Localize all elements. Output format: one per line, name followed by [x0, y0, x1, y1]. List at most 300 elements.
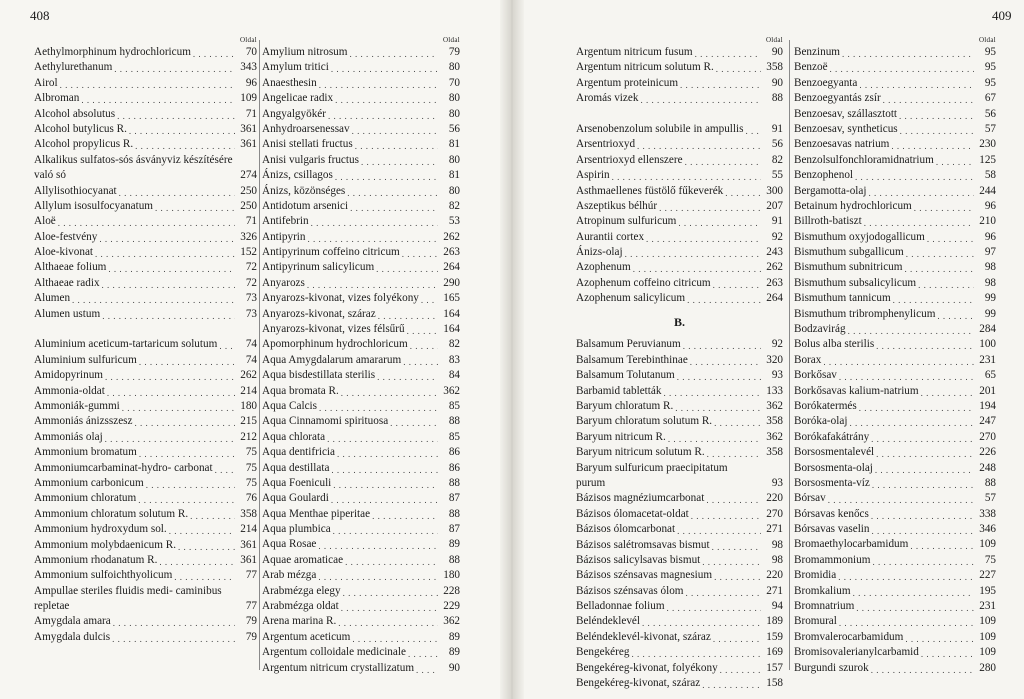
index-entry	[34, 630, 257, 645]
entry-term: Beléndeklevél	[576, 615, 640, 628]
dot-leader	[215, 465, 235, 476]
index-entry	[34, 384, 257, 399]
entry-term: Borkősav	[794, 369, 837, 382]
entry-page-number: 91	[771, 122, 783, 135]
entry-term: Borax	[794, 353, 822, 366]
index-entry	[262, 199, 460, 214]
entry-page-number: 290	[443, 276, 460, 289]
entry-term: Bázisos salétromsavas bismut	[576, 538, 710, 551]
index-entry	[34, 122, 257, 137]
entry-term: Aqua Amygdalarum amararum	[262, 353, 402, 366]
entry-page-number: 109	[979, 630, 996, 643]
dot-leader	[667, 604, 761, 615]
index-entry	[34, 414, 257, 429]
entry-term: Benzoesav, szállasztott	[794, 107, 898, 120]
entry-term: Bázisos szénsavas ólom	[576, 584, 684, 597]
dot-leader	[625, 249, 761, 260]
index-entry	[262, 661, 460, 676]
index-entry	[794, 568, 996, 583]
entry-page-number: 271	[766, 523, 783, 536]
index-entry	[262, 630, 460, 645]
entry-page-number: 70	[448, 76, 460, 89]
dot-leader	[58, 219, 235, 230]
index-entry	[576, 214, 783, 229]
entry-term: Amygdala amara	[34, 615, 111, 628]
index-entry	[576, 630, 783, 645]
entry-term: Alcohol propylicus R.	[34, 138, 134, 151]
index-entry	[262, 645, 460, 660]
entry-term: Antipyrinum salicylicum	[262, 261, 375, 274]
index-entry	[576, 91, 783, 106]
entry-page-number: 80	[448, 107, 460, 120]
dot-leader	[714, 573, 761, 584]
column-header: Oldal	[978, 36, 996, 44]
entry-term: Alcohol absolutus	[34, 107, 116, 120]
entry-term: Borsosmenta-víz	[794, 476, 870, 489]
dot-leader	[318, 573, 438, 584]
dot-leader	[122, 403, 235, 414]
dot-leader	[899, 111, 974, 122]
entry-page-number: 80	[448, 184, 460, 197]
index-entry	[794, 414, 996, 429]
entry-term: Ampullae steriles fluidis medi- caminibus repletae	[34, 584, 222, 613]
dot-leader	[343, 588, 438, 599]
entry-term: Borkősavas kalium-natrium	[794, 384, 919, 397]
index-entry	[794, 245, 996, 260]
entry-term: Baryum chloratum R.	[576, 400, 674, 412]
entry-page-number: 228	[443, 584, 460, 597]
index-entry	[794, 461, 996, 476]
entry-page-number: 262	[766, 261, 783, 274]
dot-leader	[675, 403, 761, 414]
dot-leader	[408, 650, 438, 661]
entry-page-number: 284	[979, 323, 996, 336]
dot-leader	[893, 296, 974, 307]
entry-term: Antifebrin	[262, 215, 309, 228]
entry-term: Bázisos ólomacetat-oldat	[576, 507, 689, 520]
entry-page-number: 159	[766, 630, 783, 643]
entry-term: Arab mézga	[262, 569, 317, 582]
entry-term: Bromisovalerianylcarbamid	[794, 646, 919, 659]
entry-term: Ánizs-olaj	[576, 246, 623, 259]
entry-page-number: 125	[979, 153, 996, 166]
entry-page-number: 53	[448, 215, 460, 228]
entry-term: Aloe-festvény	[34, 230, 98, 243]
entry-term: Burgundi szurok	[794, 661, 869, 674]
entry-page-number: 263	[766, 276, 783, 289]
index-entry	[576, 107, 783, 138]
dot-leader	[138, 496, 235, 507]
index-entry	[34, 137, 257, 152]
entry-term: Allylum isosulfocyanatum	[34, 199, 154, 212]
dot-leader	[677, 527, 761, 538]
index-entry	[262, 614, 460, 629]
entry-page-number: 358	[766, 446, 783, 459]
dot-leader	[828, 496, 974, 507]
entry-term: Amylium nitrosum	[262, 45, 348, 58]
dot-leader	[378, 311, 438, 322]
dot-leader	[687, 296, 761, 307]
dot-leader	[307, 280, 438, 291]
dot-leader	[337, 450, 438, 461]
entry-term: Anhydroarsenessav	[262, 122, 350, 135]
index-entry	[34, 568, 257, 583]
dot-leader	[937, 311, 974, 322]
index-entry	[34, 60, 257, 75]
entry-page-number: 98	[984, 276, 996, 289]
entry-term: Aethylurethanum	[34, 61, 113, 74]
index-entry	[576, 661, 783, 676]
entry-term: Azophenum salicylicum	[576, 292, 686, 305]
entry-term: Bodzavirág	[794, 323, 846, 336]
dot-leader	[333, 480, 438, 491]
entry-page-number: 338	[979, 507, 996, 520]
entry-term: Amygdala dulcis	[34, 630, 111, 643]
entry-page-number: 57	[984, 492, 996, 505]
entry-term: Ammonium rhodanatum R.	[34, 553, 158, 566]
index-entry	[794, 322, 996, 337]
entry-page-number: 80	[448, 92, 460, 105]
index-entry	[576, 230, 783, 245]
entry-page-number: 361	[240, 553, 257, 566]
entry-page-number: 88	[771, 92, 783, 105]
entry-term: Angelicae radix	[262, 92, 334, 105]
index-entry	[262, 399, 460, 414]
entry-page-number: 87	[448, 523, 460, 536]
dot-leader	[102, 311, 235, 322]
index-entry	[262, 568, 460, 583]
entry-term: Althaeae radix	[34, 276, 100, 289]
entry-page-number: 90	[771, 45, 783, 58]
entry-page-number: 89	[448, 646, 460, 659]
entry-term: Bórsav	[794, 492, 826, 505]
index-entry	[34, 491, 257, 506]
index-entry	[34, 230, 257, 245]
entry-term: Anyarozs-kivonat, vizes félsűrű	[262, 323, 405, 336]
entry-page-number: 109	[240, 92, 257, 105]
dot-leader	[677, 373, 761, 384]
dot-leader	[349, 49, 438, 60]
dot-leader	[311, 219, 438, 230]
entry-page-number: 97	[984, 246, 996, 259]
entry-page-number: 65	[984, 369, 996, 382]
entry-term: Bórsavas vaselin	[794, 523, 870, 536]
right-page	[512, 0, 1024, 699]
dot-leader	[114, 65, 235, 76]
dot-leader	[377, 373, 438, 384]
entry-page-number: 67	[984, 92, 996, 105]
dot-leader	[716, 65, 761, 76]
dot-leader	[350, 203, 438, 214]
index-entry	[794, 661, 996, 676]
entry-page-number: 201	[979, 384, 996, 397]
entry-term: Alumen	[34, 292, 71, 305]
index-entry	[262, 137, 460, 152]
dot-leader	[871, 511, 974, 522]
dot-leader	[139, 357, 235, 368]
index-entry	[34, 276, 257, 291]
entry-page-number: 71	[245, 215, 257, 228]
dot-leader	[690, 357, 761, 368]
index-entry	[576, 399, 783, 414]
entry-term: Aqua bromata R.	[262, 384, 339, 397]
entry-term: Benzinum	[794, 45, 840, 58]
entry-page-number: 85	[448, 399, 460, 412]
index-entry	[262, 291, 460, 306]
entry-term: Ammoniák-gummi	[34, 400, 120, 412]
column-header: Oldal	[442, 36, 460, 44]
entry-term: Betainum hydrochloricum	[794, 199, 912, 212]
index-entry	[34, 153, 257, 184]
entry-page-number: 210	[979, 215, 996, 228]
dot-leader	[333, 527, 438, 538]
entry-page-number: 180	[240, 400, 257, 412]
entry-page-number: 58	[984, 169, 996, 182]
entry-page-number: 76	[245, 492, 257, 505]
column-header: Oldal	[765, 36, 783, 44]
index-entry	[34, 260, 257, 275]
index-entry	[262, 384, 460, 399]
dot-leader	[855, 173, 974, 184]
dot-leader	[875, 465, 974, 476]
index-entry	[576, 507, 783, 522]
dot-leader	[72, 296, 235, 307]
entry-page-number: 72	[245, 261, 257, 274]
entry-page-number: 248	[979, 461, 996, 474]
entry-term: Argentum aceticum	[262, 630, 351, 643]
index-entry	[262, 245, 460, 260]
entry-page-number: 92	[771, 338, 783, 351]
index-list	[794, 45, 996, 676]
index-entry	[794, 538, 996, 553]
entry-page-number: 94	[771, 600, 783, 613]
index-entry	[576, 153, 783, 168]
dot-leader	[883, 96, 974, 107]
index-entry	[794, 522, 996, 537]
entry-page-number: 96	[245, 76, 257, 89]
index-entry	[794, 291, 996, 306]
entry-term: Arsenobenzolum solubile in ampullis	[576, 122, 744, 135]
index-entry	[34, 199, 257, 214]
dot-leader	[823, 357, 974, 368]
index-entry	[262, 538, 460, 553]
dot-leader	[712, 542, 761, 553]
entry-page-number: 70	[245, 45, 257, 58]
entry-term: Aqua Calcis	[262, 399, 317, 412]
index-entry	[262, 353, 460, 368]
entry-page-number: 231	[979, 353, 996, 366]
entry-term: Alumen ustum	[34, 307, 101, 320]
index-entry	[34, 107, 257, 122]
dot-leader	[108, 265, 235, 276]
entry-page-number: 362	[766, 400, 783, 412]
dot-leader	[178, 542, 235, 553]
index-entry	[794, 507, 996, 522]
index-entry	[576, 615, 783, 630]
index-entry	[576, 168, 783, 183]
entry-page-number: 82	[448, 199, 460, 212]
entry-term: Alkalikus sulfatos-sós ásványviz készítésére való só	[34, 153, 233, 182]
dot-leader	[341, 388, 438, 399]
entry-term: Bázisos szénsavas magnesium	[576, 569, 713, 582]
dot-leader	[328, 111, 438, 122]
dot-leader	[113, 619, 235, 630]
entry-page-number: 55	[771, 169, 783, 182]
entry-term: Bismuthum subnitricum	[794, 261, 903, 274]
index-entry	[794, 91, 996, 106]
dot-leader	[155, 203, 235, 214]
dot-leader	[637, 142, 761, 153]
entry-term: Boróka-olaj	[794, 415, 848, 428]
entry-term: Bázisos ólomcarbonat	[576, 523, 676, 536]
dot-leader	[663, 388, 761, 399]
entry-page-number: 169	[766, 646, 783, 659]
dot-leader	[95, 249, 235, 260]
dot-leader	[910, 542, 974, 553]
index-entry	[794, 553, 996, 568]
index-entry	[262, 45, 460, 60]
entry-page-number: 243	[766, 246, 783, 259]
entry-term: Argentum proteinicum	[576, 76, 679, 89]
dot-leader	[839, 373, 974, 384]
index-entry	[794, 76, 996, 91]
index-entry	[576, 522, 783, 537]
entry-term: Benzoesavas natrium	[794, 138, 890, 151]
entry-term: Bismuthum subgallicum	[794, 246, 904, 259]
entry-page-number: 109	[979, 646, 996, 659]
entry-page-number: 280	[979, 661, 996, 674]
entry-page-number: 271	[766, 584, 783, 597]
dot-leader	[706, 496, 761, 507]
dot-leader	[169, 527, 235, 538]
dot-leader	[352, 634, 438, 645]
entry-page-number: 109	[979, 615, 996, 628]
entry-page-number: 80	[448, 153, 460, 166]
dot-leader	[146, 480, 235, 491]
entry-term: Aqua bisdestillata sterilis	[262, 369, 376, 382]
entry-term: Ánizs, közönséges	[262, 184, 346, 197]
entry-term: Ammonium hydroxydum sol.	[34, 523, 167, 536]
index-entry	[34, 553, 257, 568]
index-entry	[262, 184, 460, 199]
dot-leader	[830, 65, 974, 76]
dot-leader	[685, 157, 761, 168]
entry-term: Borókatermés	[794, 399, 857, 412]
index-entry	[576, 461, 783, 492]
entry-term: Antidotum arsenici	[262, 199, 349, 212]
index-entry	[262, 107, 460, 122]
index-entry	[262, 153, 460, 168]
page-number: 409	[992, 8, 1012, 23]
dot-leader	[331, 496, 438, 507]
entry-page-number: 85	[448, 430, 460, 443]
entry-page-number: 361	[240, 138, 257, 151]
index-entry	[34, 91, 257, 106]
entry-term: Baryum chloratum solutum R.	[576, 415, 713, 428]
dot-leader	[713, 280, 761, 291]
column-header: Oldal	[239, 36, 257, 44]
index-entry	[262, 368, 460, 383]
entry-term: Aqua Foeniculi	[262, 476, 332, 489]
dot-leader	[714, 419, 761, 430]
entry-page-number: 262	[443, 230, 460, 243]
entry-term: Aurantii cortex	[576, 230, 645, 243]
entry-term: Asthmaellenes füstölő fűkeverék	[576, 184, 724, 197]
dot-leader	[612, 173, 761, 184]
index-entry	[576, 137, 783, 152]
entry-term: Ammonium bromatum	[34, 446, 137, 459]
dot-leader	[99, 234, 235, 245]
index-entry	[262, 322, 460, 337]
column-divider	[259, 40, 260, 670]
dot-leader	[318, 542, 438, 553]
index-entry	[794, 430, 996, 445]
dot-leader	[720, 665, 761, 676]
index-entry	[262, 76, 460, 91]
entry-page-number: 74	[245, 338, 257, 351]
entry-page-number: 86	[448, 461, 460, 474]
dot-leader	[361, 157, 438, 168]
dot-leader	[60, 80, 235, 91]
entry-page-number: 158	[766, 677, 783, 690]
dot-leader	[347, 188, 438, 199]
entry-page-number: 57	[984, 122, 996, 135]
entry-page-number: 95	[984, 61, 996, 74]
entry-term: Antipyrin	[262, 230, 306, 243]
entry-term: Aqua Menthae piperitae	[262, 507, 371, 520]
entry-term: Baryum nitricum solutum R.	[576, 446, 705, 459]
dot-leader	[686, 588, 761, 599]
index-entry	[262, 337, 460, 352]
dot-leader	[906, 249, 974, 260]
dot-leader	[345, 557, 438, 568]
index-entry	[576, 291, 783, 306]
dot-leader	[335, 96, 438, 107]
entry-page-number: 88	[448, 507, 460, 520]
entry-term: Balsamum Peruvianum	[576, 338, 681, 351]
dot-leader	[713, 634, 761, 645]
entry-term: Benzophenol	[794, 169, 854, 182]
entry-page-number: 362	[443, 615, 460, 628]
entry-page-number: 361	[240, 122, 257, 135]
index-entry	[262, 522, 460, 537]
entry-term: Ammonia-oldat	[34, 384, 105, 397]
index-entry	[262, 507, 460, 522]
entry-page-number: 73	[245, 307, 257, 320]
dot-leader	[105, 434, 235, 445]
entry-page-number: 90	[448, 661, 460, 674]
column-divider	[789, 40, 790, 670]
entry-term: Bromammonium	[794, 553, 871, 566]
index-entry	[576, 414, 783, 429]
dot-leader	[900, 126, 974, 137]
index-entry	[576, 584, 783, 599]
entry-page-number: 157	[766, 661, 783, 674]
dot-leader	[921, 650, 974, 661]
entry-page-number: 220	[766, 569, 783, 582]
index-column	[576, 36, 783, 691]
entry-page-number: 96	[984, 199, 996, 212]
dot-leader	[936, 157, 974, 168]
dot-leader	[702, 557, 761, 568]
entry-term: Argentum nitricum crystallizatum	[262, 661, 415, 674]
dot-leader	[864, 219, 974, 230]
entry-page-number: 231	[979, 600, 996, 613]
index-entry	[576, 199, 783, 214]
dot-leader	[849, 419, 974, 430]
entry-term: Ammoniás ánizsszesz	[34, 415, 133, 428]
dot-leader	[308, 234, 438, 245]
